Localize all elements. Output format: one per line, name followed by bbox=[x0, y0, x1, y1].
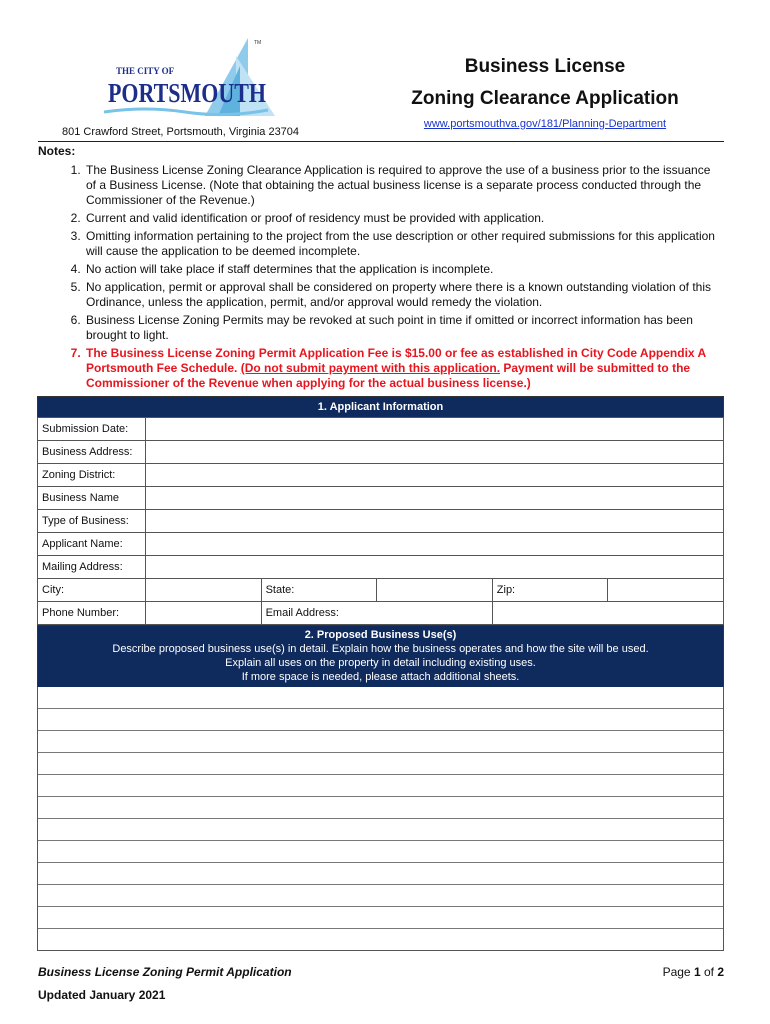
note-item: 2. Current and valid identification or proof of residency must be provided with application. bbox=[84, 211, 720, 226]
application-form bbox=[37, 396, 724, 951]
phone-field[interactable] bbox=[146, 602, 262, 625]
phone-label: Phone Number: bbox=[38, 602, 146, 625]
submission-date-label: Submission Date: bbox=[38, 418, 146, 441]
mailing-address-label: Mailing Address: bbox=[38, 556, 146, 579]
write-line[interactable] bbox=[38, 731, 723, 753]
email-field[interactable] bbox=[492, 602, 723, 625]
notes-heading: Notes: bbox=[38, 144, 76, 158]
mailing-address-field[interactable] bbox=[146, 556, 724, 579]
applicant-info-table bbox=[37, 417, 724, 625]
write-line[interactable] bbox=[38, 753, 723, 775]
page-total: 2 bbox=[717, 965, 724, 979]
write-line[interactable] bbox=[38, 819, 723, 841]
fee-text-end: Payment will be submitted to the Commissioner of the Revenue when applying for the actual business license.) bbox=[86, 361, 691, 390]
section2-instructions-2: Explain all uses on the property in detail including existing uses. bbox=[225, 657, 536, 669]
page-of: of bbox=[700, 965, 718, 979]
write-line[interactable] bbox=[38, 929, 723, 950]
business-use-lines[interactable] bbox=[37, 687, 724, 951]
logo-portsmouth: PORTSMOUTH bbox=[108, 78, 266, 108]
planning-link[interactable]: www.portsmouthva.gov/181/Planning-Department bbox=[423, 118, 667, 130]
business-address-label: Business Address: bbox=[38, 441, 146, 464]
business-name-field[interactable] bbox=[146, 487, 724, 510]
state-label: State: bbox=[261, 579, 377, 602]
city-label: City: bbox=[38, 579, 146, 602]
write-line[interactable] bbox=[38, 907, 723, 929]
write-line[interactable] bbox=[38, 797, 723, 819]
zip-label: Zip: bbox=[492, 579, 608, 602]
business-name-label: Business Name bbox=[38, 487, 146, 510]
email-label: Email Address: bbox=[261, 602, 492, 625]
city-field[interactable] bbox=[146, 579, 262, 602]
submission-date-field[interactable] bbox=[146, 418, 724, 441]
zoning-district-field[interactable] bbox=[146, 464, 724, 487]
note-item: 1. The Business License Zoning Clearance Application is required to approve the use of a business prior to the issuance of a Business License. (Note that obtaining the actual business license is a separate process conducted through the Commissioner of the Revenue.) bbox=[84, 163, 720, 208]
write-line[interactable] bbox=[38, 863, 723, 885]
section2-title: 2. Proposed Business Use(s) bbox=[304, 629, 457, 641]
note-item: 5. No application, permit or approval shall be considered on property where there is a known outstanding violation of this Ordinance, unless the application, permit, and/or approval would remedy the violation. bbox=[84, 280, 720, 310]
section2-heading bbox=[37, 625, 724, 687]
write-line[interactable] bbox=[38, 687, 723, 709]
zoning-district-label: Zoning District: bbox=[38, 464, 146, 487]
title-line1: Business License bbox=[464, 56, 626, 77]
footer-updated: Updated January 2021 bbox=[38, 988, 166, 1002]
type-of-business-field[interactable] bbox=[146, 510, 724, 533]
write-line[interactable] bbox=[38, 709, 723, 731]
note-item: 4. No action will take place if staff determines that the application is incomplete. bbox=[84, 262, 720, 277]
state-field[interactable] bbox=[377, 579, 493, 602]
write-line[interactable] bbox=[38, 841, 723, 863]
note-item-fee bbox=[84, 346, 720, 391]
section1-heading: 1. Applicant Information bbox=[37, 396, 724, 417]
note-item: 3. Omitting information pertaining to the project from the use description or other required submissions for this application will cause the application to be deemed incomplete. bbox=[84, 229, 720, 259]
divider bbox=[38, 141, 724, 142]
write-line[interactable] bbox=[38, 775, 723, 797]
page-current: 1 bbox=[693, 965, 701, 979]
page-number bbox=[620, 965, 724, 979]
notes-list bbox=[50, 163, 720, 394]
section2-instructions-3: If more space is needed, please attach additional sheets. bbox=[241, 671, 520, 683]
section2-instructions-1: Describe proposed business use(s) in detail. Explain how the business operates and how the site will be used. bbox=[112, 643, 649, 655]
fee-text: The Business License Zoning Permit Application Fee is $15.00 or fee as established in City Code Appendix A Portsmouth Fee Schedule. bbox=[86, 346, 706, 375]
business-address-field[interactable] bbox=[146, 441, 724, 464]
zip-field[interactable] bbox=[608, 579, 724, 602]
footer-form-name: Business License Zoning Permit Application bbox=[38, 965, 292, 979]
applicant-name-field[interactable] bbox=[146, 533, 724, 556]
office-address: 801 Crawford Street, Portsmouth, Virginia 23704 bbox=[62, 126, 300, 138]
type-of-business-label: Type of Business: bbox=[38, 510, 146, 533]
fee-no-payment: (Do not submit payment with this application. bbox=[240, 361, 501, 375]
logo-city-of: THE CITY OF bbox=[116, 66, 175, 76]
write-line[interactable] bbox=[38, 885, 723, 907]
title-line2: Zoning Clearance Application bbox=[411, 88, 679, 109]
applicant-name-label: Applicant Name: bbox=[38, 533, 146, 556]
page-word: Page bbox=[662, 965, 694, 979]
logo-tm: TM bbox=[254, 40, 262, 46]
note-item: 6. Business License Zoning Permits may be revoked at such point in time if omitted or incorrect information has been brought to light. bbox=[84, 313, 720, 343]
portsmouth-logo bbox=[100, 36, 270, 126]
